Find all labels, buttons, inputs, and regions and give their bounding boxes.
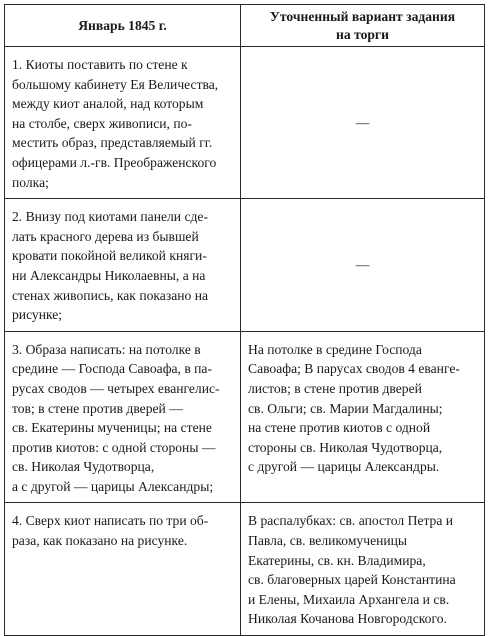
text-line: ни Александры Николаевны, а на — [12, 267, 206, 283]
table-row — [5, 199, 485, 332]
text-line: полка; — [12, 174, 49, 190]
text-line: между киот аналой, над которым — [12, 96, 204, 112]
text-line: 1. Киоты поставить по стене к — [12, 57, 188, 72]
text-line: стороны св. Николая Чудотворца, — [248, 439, 443, 455]
text-line: 4. Сверх киот написать по три об- — [12, 513, 209, 529]
text-line: с другой — царицы Александры. — [248, 459, 440, 475]
text-line: русах сводов — четырех евангелис- — [12, 380, 220, 396]
cell-right — [241, 47, 485, 199]
table-row — [5, 331, 485, 503]
text-line: 3. Образа написать: на потолке в — [12, 341, 201, 357]
text-line: средине — Господа Савоафа, в па- — [12, 361, 212, 377]
text-line: рисунке; — [12, 307, 63, 323]
table-row — [5, 503, 485, 636]
text-line: на стене против киотов с одной — [248, 420, 431, 436]
text-line: 2. Внизу под киотами панели сде- — [12, 209, 208, 225]
cell-left — [5, 503, 241, 636]
text-line: Николая Кочанова Новгородского. — [248, 611, 447, 627]
dash-placeholder: — — [355, 257, 370, 273]
text-line: св. Ольги; св. Марии Магдалины; — [248, 400, 443, 416]
text-line: на столбе, сверх живописи, по- — [12, 115, 192, 131]
document-table — [4, 4, 485, 636]
text-line: лать красного дерева из бывшей — [12, 228, 199, 244]
cell-right — [241, 331, 485, 503]
text-line: тов; в стене против дверей — — [12, 400, 183, 416]
cell-right — [241, 503, 485, 636]
text-line: На потолке в средине Господа — [248, 341, 422, 357]
cell-left — [5, 47, 241, 199]
text-line: против киотов: с одной стороны — — [12, 439, 216, 455]
cell-right — [241, 199, 485, 332]
text-line: Павла, св. великомученицы — [248, 533, 408, 549]
text-line: св. благоверных царей Константина — [248, 572, 456, 588]
text-line: и Елены, Михаила Архангела и св. — [248, 591, 450, 607]
text-line: В распалубках: св. апостол Петра и — [248, 513, 454, 529]
text-line: офицерами л.-гв. Преображенского — [12, 154, 217, 170]
header-cell-refined-variant — [241, 5, 485, 47]
text-line: св. Николая Чудотворца, — [12, 459, 155, 475]
text-line: стенах живопись, как показано на — [12, 287, 209, 303]
table-row — [5, 47, 485, 199]
text-line: листов; в стене против дверей — [248, 380, 422, 396]
cell-left — [5, 331, 241, 503]
text-line: большому кабинету Ея Величества, — [12, 76, 219, 92]
header-line: на торги — [336, 26, 389, 42]
text-line: местить образ, представляемый гг. — [12, 135, 213, 151]
dash-placeholder: — — [355, 114, 370, 130]
text-line: раза, как показано на рисунке. — [12, 533, 188, 549]
header-line: Уточненный вариант задания — [269, 8, 456, 24]
cell-left — [5, 199, 241, 332]
text-line: кровати покойной великой княги- — [12, 248, 207, 264]
header-cell-january-1845 — [5, 5, 241, 47]
header-line: Январь 1845 г. — [78, 17, 167, 33]
text-line: св. Екатерины мученицы; на стене — [12, 420, 212, 436]
table-header-row — [5, 5, 485, 47]
text-line: Савоафа; В парусах сводов 4 еванге- — [248, 361, 460, 377]
text-line: а с другой — царицы Александры; — [12, 478, 214, 494]
text-line: Екатерины, св. кн. Владимира, — [248, 552, 426, 568]
